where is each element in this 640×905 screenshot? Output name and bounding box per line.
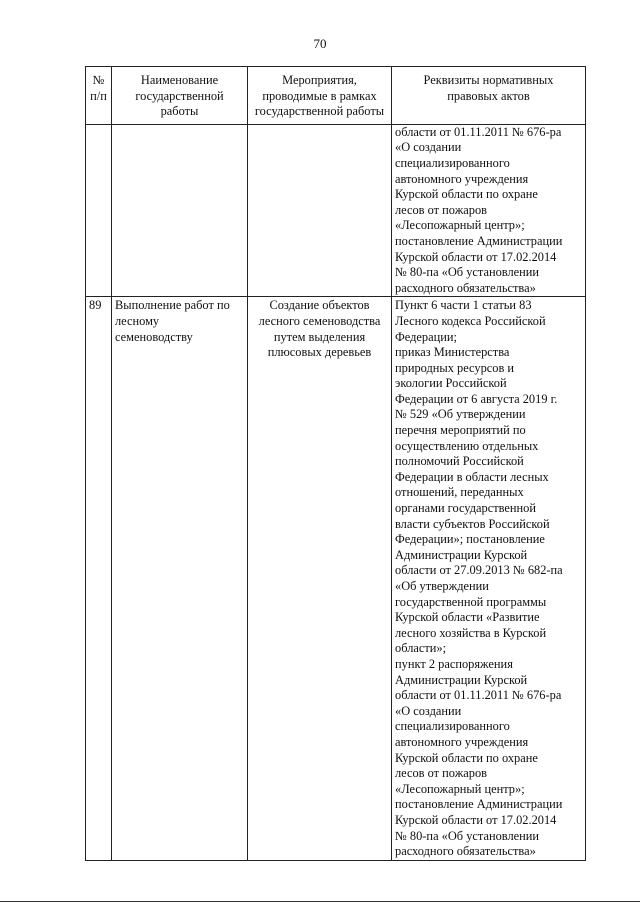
text-line: «О создании — [395, 140, 462, 155]
text-line: постановление Администрации — [395, 233, 563, 248]
text-line: экологии Российской — [395, 376, 507, 391]
text-line: Курской области «Развитие — [395, 610, 540, 625]
text-line: автономного учреждения — [395, 734, 529, 749]
header-line: правовых актов — [447, 88, 530, 103]
header-work-name — [112, 67, 248, 125]
legal-acts-cell — [392, 297, 586, 860]
text-line: власти субъектов Российской — [395, 516, 550, 531]
header-line: п/п — [90, 88, 107, 103]
header-line: Реквизиты нормативных — [423, 73, 554, 87]
text-line: № 529 «Об утверждении — [395, 407, 526, 422]
header-line: № — [92, 73, 105, 87]
text-line: Создание объектов — [269, 298, 370, 313]
header-line: государственной — [135, 88, 224, 103]
text-line: Курской области от 17.02.2014 — [395, 812, 557, 827]
text-line: специализированного — [395, 719, 510, 734]
text-line: Федерации от 6 августа 2019 г. — [395, 391, 558, 406]
text-line: Курской области от 17.02.2014 — [395, 249, 557, 264]
text-line: области от 01.11.2011 № 676-ра — [395, 124, 562, 139]
text-line: № 80-па «Об установлении — [395, 828, 540, 843]
text-line: перечня мероприятий по — [395, 423, 526, 438]
header-activities — [248, 67, 392, 125]
text-line: приказ Министерства — [395, 345, 510, 360]
scan-edge-line — [0, 901, 640, 902]
header-line: Наименование — [140, 73, 219, 87]
row-number-cell: 89 — [86, 297, 112, 860]
text-line: природных ресурсов и — [395, 360, 515, 375]
text-line: семеноводству — [115, 329, 193, 344]
text-line: расходного обязательства» — [395, 844, 536, 859]
header-line: государственной работы — [254, 104, 385, 119]
text-line: «Об утверждении — [395, 579, 489, 593]
text-line: специализированного — [395, 155, 510, 170]
table-row-continuation — [86, 124, 586, 297]
text-line: плюсовых деревьев — [267, 345, 372, 360]
text-line: Выполнение работ по — [115, 298, 230, 313]
text-line: Федерации в области лесных — [395, 469, 549, 484]
text-line: области»; — [395, 641, 447, 656]
text-line: Федерации»; постановление — [395, 532, 545, 547]
text-line: области от 01.11.2011 № 676-ра — [395, 688, 562, 703]
continuation-work-name-cell — [112, 124, 248, 297]
text-line: лесов от пожаров — [395, 202, 487, 217]
text-line: осуществлению отдельных — [395, 438, 539, 453]
text-line: пункт 2 распоряжения — [395, 656, 513, 671]
text-line: Курской области по охране — [395, 750, 538, 765]
text-line: автономного учреждения — [395, 171, 529, 186]
text-line: органами государственной — [395, 501, 536, 516]
continuation-number-cell — [86, 124, 112, 297]
legal-acts-text — [395, 125, 582, 297]
activities-cell — [248, 297, 392, 860]
text-line: лесов от пожаров — [395, 766, 487, 781]
table-row-89 — [86, 297, 586, 860]
legal-acts-table — [85, 66, 586, 861]
header-number — [86, 67, 112, 125]
text-line: «О создании — [395, 703, 462, 718]
header-line: работы — [160, 104, 199, 119]
text-line: Администрации Курской — [395, 672, 528, 687]
header-legal-acts — [392, 67, 586, 125]
text-line: расходного обязательства» — [395, 280, 536, 295]
text-line: Курской области по охране — [395, 187, 538, 202]
text-line: Лесного кодекса Российской — [395, 313, 546, 328]
text-line: отношений, переданных — [395, 485, 524, 500]
text-line: путем выделения — [273, 329, 366, 344]
text-line: постановление Администрации — [395, 797, 563, 812]
text-line: лесного хозяйства в Курской — [395, 625, 547, 640]
text-line: лесному — [115, 313, 160, 328]
text-line: Пункт 6 части 1 статьи 83 — [395, 298, 532, 313]
continuation-activities-cell — [248, 124, 392, 297]
header-line: Мероприятия, — [282, 73, 357, 87]
continuation-legal-acts-cell — [392, 124, 586, 297]
text-line: «Лесопожарный центр»; — [395, 781, 525, 796]
work-name-cell — [112, 297, 248, 860]
legal-acts-text — [395, 298, 582, 859]
table-header-row — [86, 67, 586, 125]
text-line: Администрации Курской — [395, 547, 528, 562]
header-line: проводимые в рамках — [262, 88, 377, 103]
text-line: «Лесопожарный центр»; — [395, 218, 525, 233]
text-line: области от 27.09.2013 № 682-па — [395, 563, 563, 578]
text-line: № 80-па «Об установлении — [395, 265, 540, 280]
text-line: Федерации; — [395, 329, 457, 344]
text-line: полномочий Российской — [395, 454, 524, 469]
activities-text — [251, 298, 388, 360]
text-line: лесного семеноводства — [258, 313, 381, 328]
page-number: 70 — [313, 36, 327, 51]
work-name-text — [115, 298, 244, 345]
text-line: государственной программы — [395, 594, 547, 609]
